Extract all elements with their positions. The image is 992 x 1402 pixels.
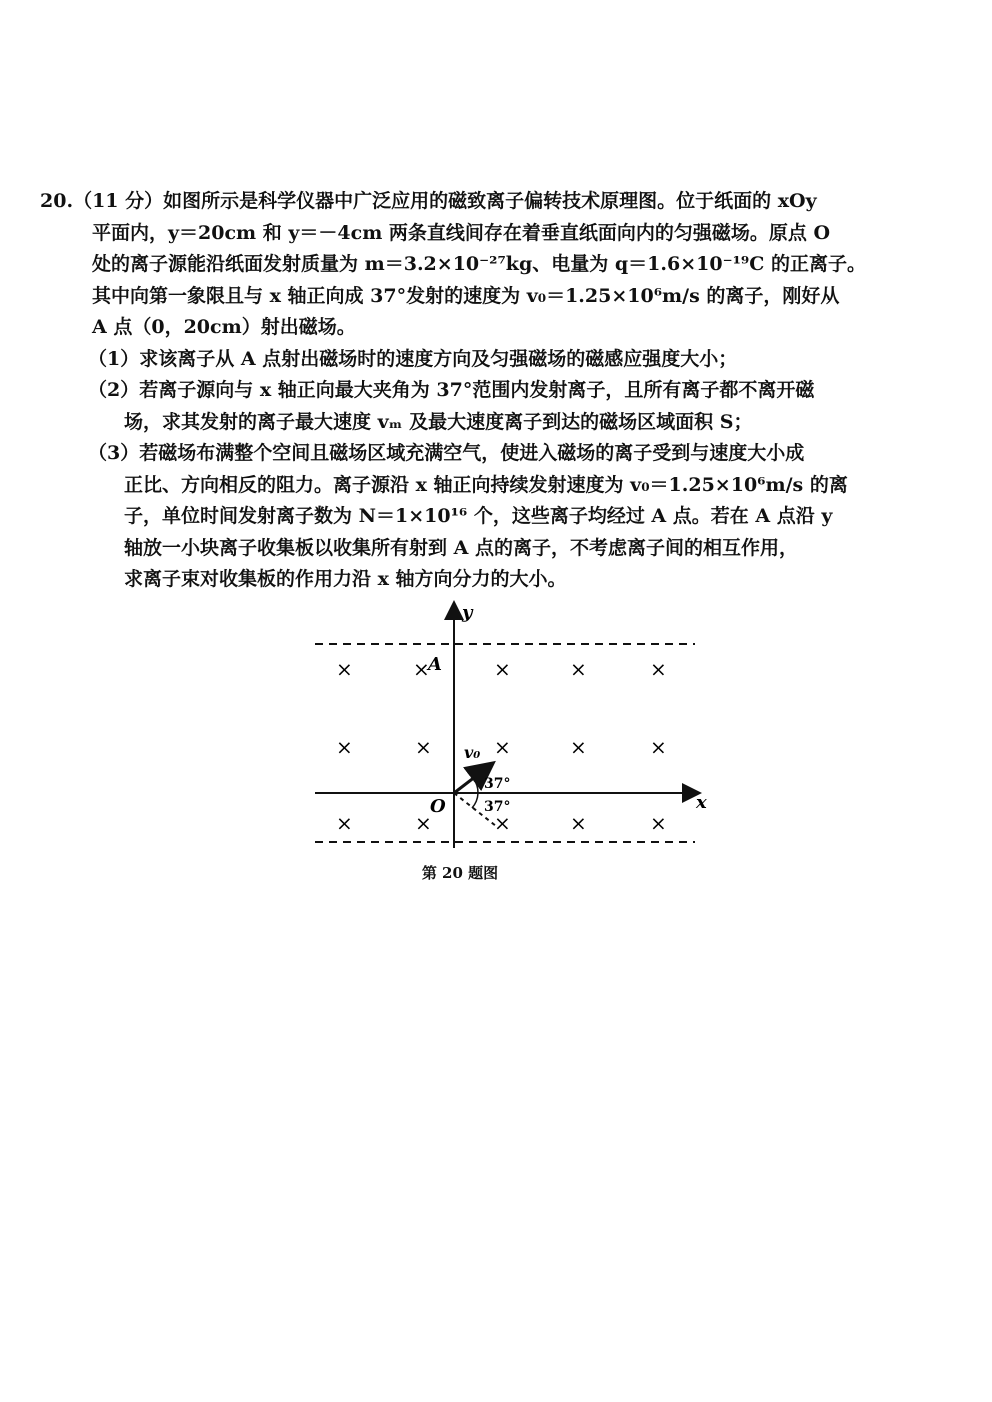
part-3-line-4: 轴放一小块离子收集板以收集所有射到 A 点的离子，不考虑离子间的相互作用， [124,536,798,559]
part-2-line-1: （2）若离子源向与 x 轴正向最大夹角为 37°范围内发射离子，且所有离子都不离开磁 [88,379,815,401]
field-mark: × [415,811,432,835]
field-mark: × [570,811,587,835]
field-mark: × [650,657,667,681]
part-3-line-2: 正比、方向相反的阻力。离子源沿 x 轴正向持续发射速度为 v₀＝1.25×10⁶m/s 的离 [124,473,848,496]
stem-text-1: （11 分）如图所示是科学仪器中广泛应用的磁致离子偏转技术原理图。位于纸面的 xOy [73,190,817,212]
part-1-line-1: （1）求该离子从 A 点射出磁场时的速度方向及匀强磁场的磁感应强度大小； [88,347,738,370]
figure-caption: 第 20 题图 [421,864,499,882]
part-3-line-5: 求离子束对收集板的作用力沿 x 轴方向分力的大小。 [124,568,567,590]
stem-line-1 [40,186,940,218]
field-mark: × [494,657,511,681]
field-mark: × [494,811,511,835]
question-number: 20. [40,190,74,212]
y-axis-label: y [462,602,473,623]
upper-angle-arc [473,778,478,793]
x-axis-label: x [696,792,707,813]
stem-line-2: 平面内，y＝20cm 和 y＝－4cm 两条直线间存在着垂直纸面向内的匀强磁场。原点 O [92,221,831,244]
part-3-line-3: 子，单位时间发射离子数为 N＝1×10¹⁶ 个，这些离子均经过 A 点。若在 A 点沿 y [124,505,833,527]
field-mark: × [570,657,587,681]
field-mark: × [415,735,432,759]
origin-label: O [430,796,446,817]
field-mark: × [650,811,667,835]
point-a-label: A [428,654,442,675]
lower-angle-arc [472,793,478,808]
upper-angle-label: 37° [484,776,511,792]
stem-line-3: 处的离子源能沿纸面发射质量为 m＝3.2×10⁻²⁷kg、电量为 q＝1.6×10⁻¹⁹C 的正离子。 [92,253,866,275]
field-mark: × [336,735,353,759]
stem-line-4: 其中向第一象限且与 x 轴正向成 37°发射的速度为 v₀＝1.25×10⁶m/s 的离子，刚好从 [92,284,840,307]
velocity-arrow [454,770,484,793]
figure-20 [300,598,720,898]
part-3-line-1: （3）若磁场布满整个空间且磁场区域充满空气，使进入磁场的离子受到与速度大小成 [88,442,805,464]
velocity-label: v₀ [464,743,481,762]
field-mark: × [336,657,353,681]
field-mark: × [494,735,511,759]
stem-line-5: A 点（0，20cm）射出磁场。 [92,316,356,338]
question-20 [40,186,940,596]
field-mark: × [570,735,587,759]
lower-angle-label: 37° [484,799,511,815]
field-mark: × [336,811,353,835]
field-diagram [300,598,720,858]
field-mark: × [650,735,667,759]
part-2-line-2: 场，求其发射的离子最大速度 vₘ 及最大速度离子到达的磁场区域面积 S； [124,410,753,433]
field-mark: × [413,657,430,681]
